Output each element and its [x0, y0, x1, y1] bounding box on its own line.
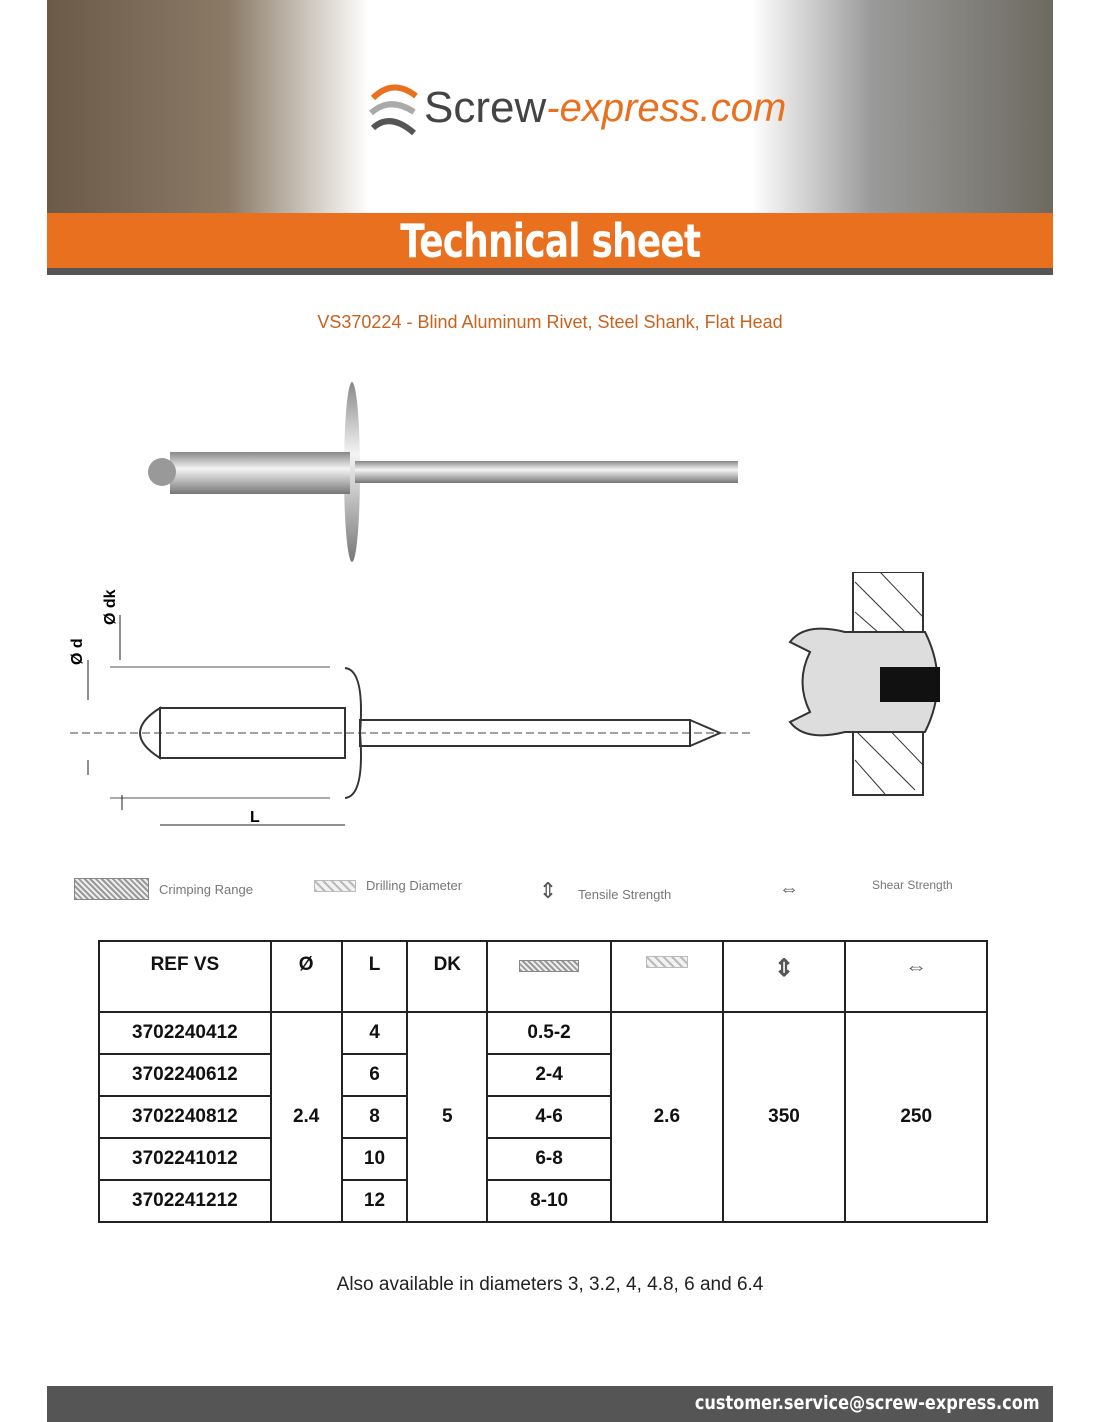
table-row: 3702240812 8 4-6: [99, 1096, 987, 1138]
specs-table: [98, 940, 988, 1223]
table-header-row: REF VS Ø L DK ⇕ ⇔: [99, 941, 987, 1012]
table-row: 3702241012 10 6-8: [99, 1138, 987, 1180]
table-row: 3702240412 2.4 4 5 0.5-2 2.6 350 250: [99, 1012, 987, 1054]
crimping-range-icon: [74, 878, 149, 900]
contact-email-link[interactable]: customer.service@screw-express.com: [695, 1392, 1040, 1414]
svg-text:L: L: [250, 809, 260, 826]
legend: Crimping Range Drilling Diameter ⇕ Tensile Strength ⇔ Shear Strength: [70, 878, 970, 910]
tensile-strength-icon: ⇕: [538, 878, 558, 903]
availability-note: Also available in diameters 3, 3.2, 4, 4.8, 6 and 6.4: [336, 1274, 764, 1295]
svg-text:Ø dk: Ø dk: [102, 589, 119, 625]
table-row: 3702241212 12 8-10: [99, 1180, 987, 1222]
table-row: 3702240612 6 2-4: [99, 1054, 987, 1096]
shear-strength-icon: ⇔: [845, 941, 987, 1012]
rivet-section-drawing: [785, 572, 955, 797]
drilling-diameter-icon: [314, 880, 356, 892]
shear-strength-icon: ⇔: [779, 878, 799, 900]
crimping-range-icon: [487, 941, 611, 1012]
rivet-dimension-drawing: [60, 570, 760, 840]
svg-text:Ø d: Ø d: [69, 638, 86, 665]
tensile-strength-icon: ⇕: [723, 941, 846, 1012]
banner-title: Technical sheet: [47, 213, 1053, 268]
logo: Screw -express.com: [368, 78, 786, 138]
drilling-diameter-icon: [611, 941, 723, 1012]
rivet-photo: [140, 380, 750, 565]
product-title: VS370224 - Blind Aluminum Rivet, Steel Shank, Flat Head: [317, 312, 783, 332]
logo-swoosh-icon: [368, 78, 418, 138]
divider: [47, 268, 1053, 275]
